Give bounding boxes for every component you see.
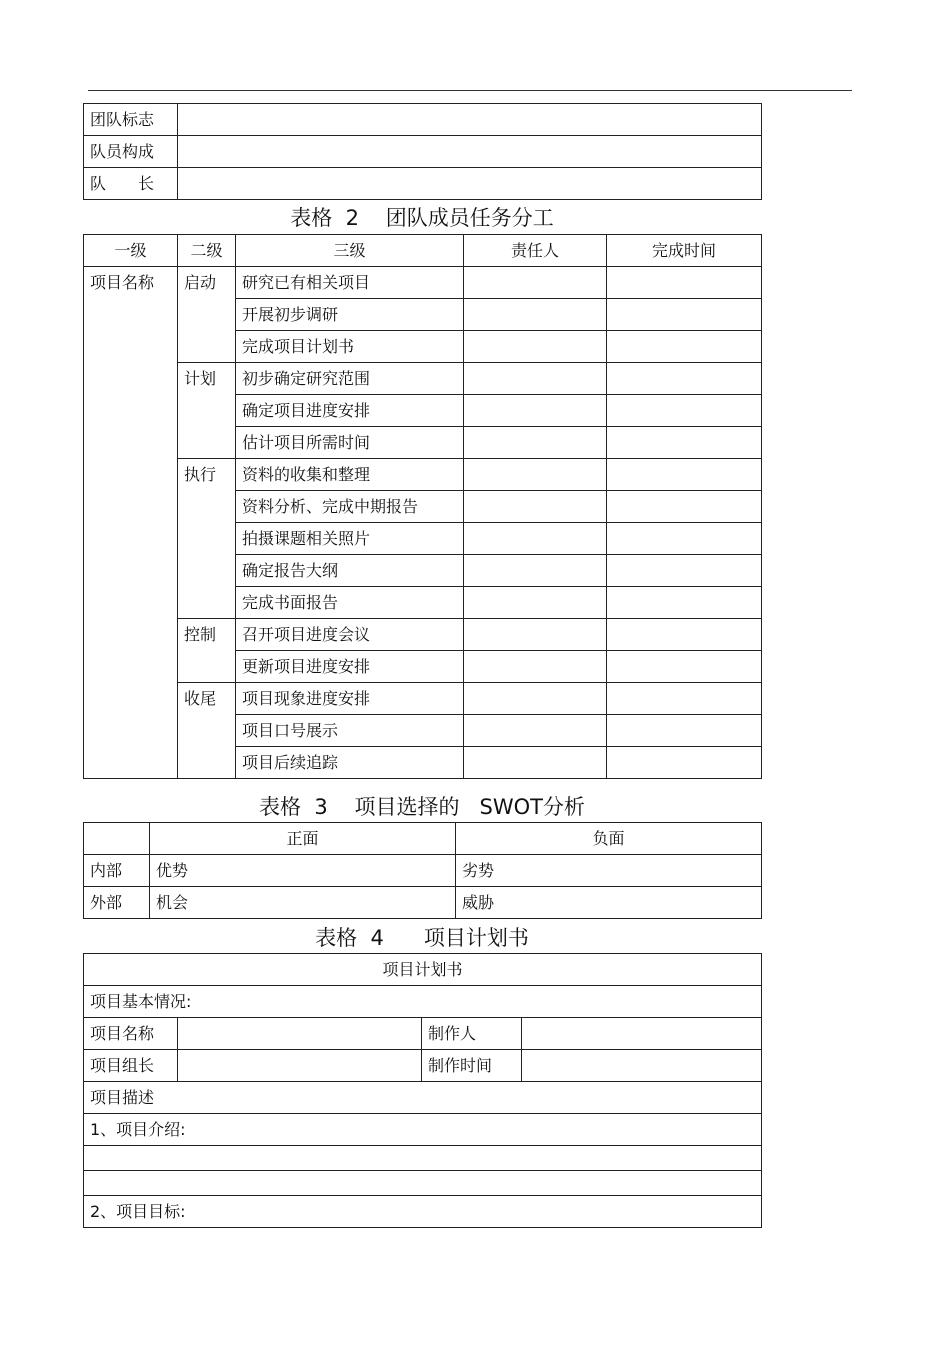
due-cell: [607, 459, 762, 491]
plan-title: 项目计划书: [84, 954, 762, 986]
task-cell: 资料的收集和整理: [236, 459, 464, 491]
due-cell: [607, 747, 762, 779]
team-leader-value: [178, 168, 762, 200]
team-members-label: 队员构成: [84, 136, 178, 168]
header-negative: 负面: [456, 823, 762, 855]
due-cell: [607, 587, 762, 619]
task-cell: 更新项目进度安排: [236, 651, 464, 683]
header-owner: 责任人: [464, 235, 607, 267]
level2-cell: 计划: [178, 363, 236, 459]
table-row: [84, 954, 762, 986]
table-row: [84, 683, 762, 715]
owner-cell: [464, 619, 607, 651]
due-cell: [607, 651, 762, 683]
due-cell: [607, 523, 762, 555]
made-time-label: 制作时间: [422, 1050, 522, 1082]
table-row: [84, 986, 762, 1018]
due-cell: [607, 491, 762, 523]
table3-caption: 表格 3 项目选择的 SWOT分析: [259, 795, 585, 819]
task-cell: 项目现象进度安排: [236, 683, 464, 715]
due-cell: [607, 331, 762, 363]
project-name-value: [178, 1018, 422, 1050]
table-row: [84, 1171, 762, 1196]
team-logo-label: 团队标志: [84, 104, 178, 136]
table-row: [84, 1082, 762, 1114]
owner-cell: [464, 395, 607, 427]
owner-cell: [464, 427, 607, 459]
task-cell: 项目后续追踪: [236, 747, 464, 779]
table-row: [84, 267, 762, 299]
table-row: [84, 1146, 762, 1171]
header-due: 完成时间: [607, 235, 762, 267]
task-cell: 项目口号展示: [236, 715, 464, 747]
table-row: [84, 168, 762, 200]
swot-table: [83, 822, 762, 919]
table-row: [84, 136, 762, 168]
project-name-label: 项目名称: [84, 1018, 178, 1050]
task-cell: 完成项目计划书: [236, 331, 464, 363]
header-positive: 正面: [150, 823, 456, 855]
task-cell: 确定报告大纲: [236, 555, 464, 587]
task-cell: 确定项目进度安排: [236, 395, 464, 427]
task-cell: 拍摄课题相关照片: [236, 523, 464, 555]
header-rule: [88, 90, 852, 91]
task-cell: 完成书面报告: [236, 587, 464, 619]
made-time-value: [522, 1050, 762, 1082]
header-level3: 三级: [236, 235, 464, 267]
table2-caption: 表格 2 团队成员任务分工: [290, 206, 554, 230]
table-row: [84, 887, 762, 919]
task-cell: 初步确定研究范围: [236, 363, 464, 395]
owner-cell: [464, 363, 607, 395]
description-label: 项目描述: [84, 1082, 762, 1114]
header-level2: 二级: [178, 235, 236, 267]
due-cell: [607, 715, 762, 747]
level1-cell: 项目名称: [84, 267, 178, 779]
intro-label: 1、项目介绍:: [84, 1114, 762, 1146]
table-row: [84, 855, 762, 887]
table-row: [84, 104, 762, 136]
due-cell: [607, 555, 762, 587]
header-level1: 一级: [84, 235, 178, 267]
intro-blank-row: [84, 1146, 762, 1171]
owner-cell: [464, 587, 607, 619]
level2-cell: 执行: [178, 459, 236, 619]
goal-label: 2、项目目标:: [84, 1196, 762, 1228]
basic-info-label: 项目基本情况:: [84, 986, 762, 1018]
table-row: [84, 619, 762, 651]
due-cell: [607, 395, 762, 427]
owner-cell: [464, 459, 607, 491]
opportunities-cell: 机会: [150, 887, 456, 919]
owner-cell: [464, 555, 607, 587]
table-header-row: [84, 235, 762, 267]
row-label: 内部: [84, 855, 150, 887]
task-table: [83, 234, 762, 779]
owner-cell: [464, 651, 607, 683]
task-cell: 开展初步调研: [236, 299, 464, 331]
team-members-value: [178, 136, 762, 168]
swot-corner: [84, 823, 150, 855]
row-label: 外部: [84, 887, 150, 919]
owner-cell: [464, 523, 607, 555]
level2-cell: 收尾: [178, 683, 236, 779]
team-info-table: [83, 103, 762, 200]
owner-cell: [464, 683, 607, 715]
task-cell: 资料分析、完成中期报告: [236, 491, 464, 523]
owner-cell: [464, 299, 607, 331]
due-cell: [607, 619, 762, 651]
table-header-row: [84, 823, 762, 855]
level2-cell: 控制: [178, 619, 236, 683]
table-row: [84, 363, 762, 395]
level2-cell: 启动: [178, 267, 236, 363]
owner-cell: [464, 267, 607, 299]
strengths-cell: 优势: [150, 855, 456, 887]
maker-label: 制作人: [422, 1018, 522, 1050]
project-leader-value: [178, 1050, 422, 1082]
task-cell: 召开项目进度会议: [236, 619, 464, 651]
table-row: [84, 1050, 762, 1082]
due-cell: [607, 363, 762, 395]
owner-cell: [464, 747, 607, 779]
task-cell: 估计项目所需时间: [236, 427, 464, 459]
threats-cell: 威胁: [456, 887, 762, 919]
due-cell: [607, 267, 762, 299]
owner-cell: [464, 715, 607, 747]
maker-value: [522, 1018, 762, 1050]
project-plan-table: [83, 953, 762, 1228]
weaknesses-cell: 劣势: [456, 855, 762, 887]
table-row: [84, 1018, 762, 1050]
table-row: [84, 1196, 762, 1228]
task-cell: 研究已有相关项目: [236, 267, 464, 299]
team-leader-label: 队 长: [84, 168, 178, 200]
owner-cell: [464, 491, 607, 523]
intro-blank-row: [84, 1171, 762, 1196]
table4-caption: 表格 4 项目计划书: [315, 926, 529, 950]
due-cell: [607, 299, 762, 331]
project-leader-label: 项目组长: [84, 1050, 178, 1082]
owner-cell: [464, 331, 607, 363]
team-logo-value: [178, 104, 762, 136]
table-row: [84, 459, 762, 491]
table-row: [84, 1114, 762, 1146]
due-cell: [607, 427, 762, 459]
due-cell: [607, 683, 762, 715]
